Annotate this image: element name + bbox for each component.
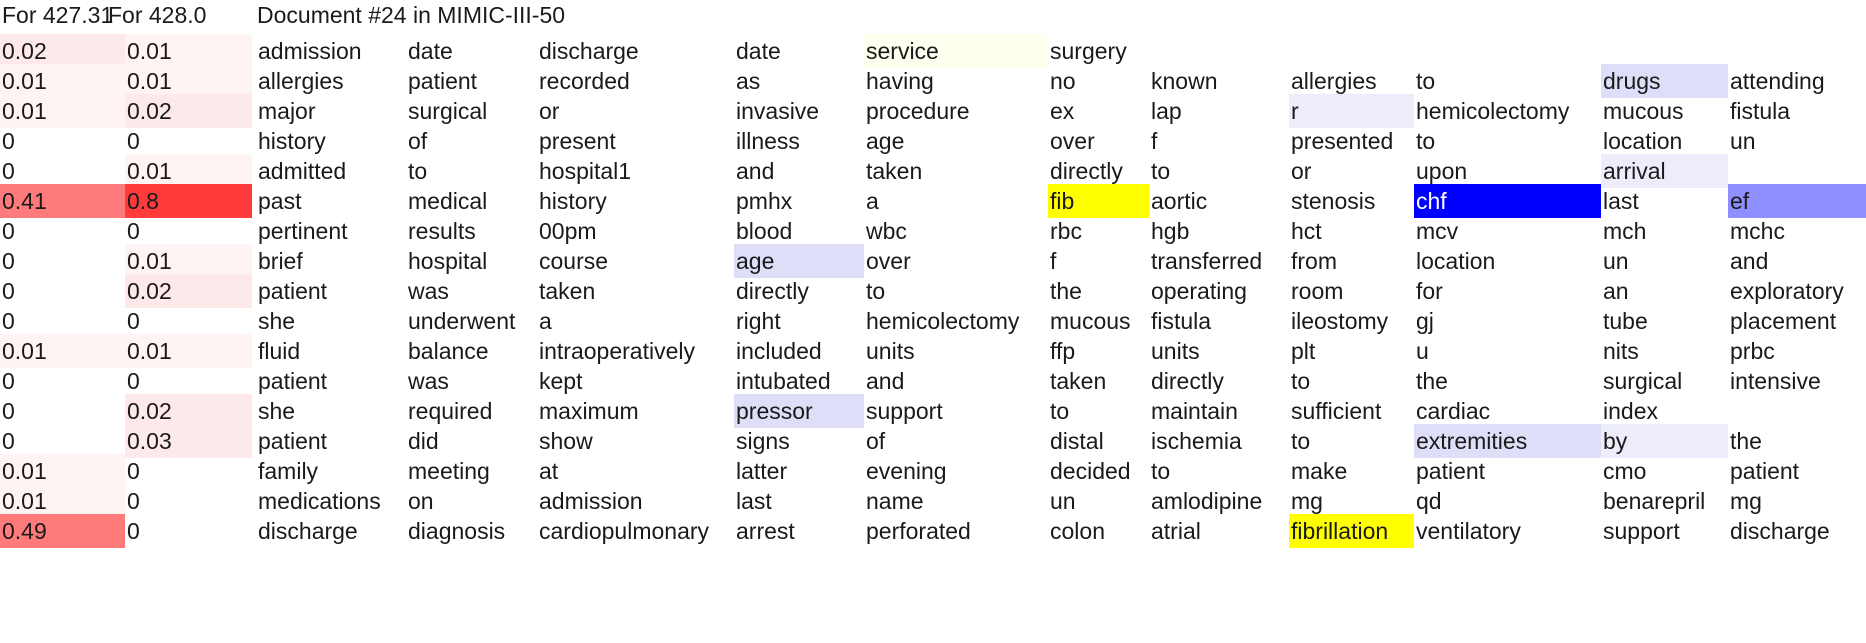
score-428-0: 0 bbox=[127, 368, 140, 394]
token-cell: aortic bbox=[1151, 188, 1208, 214]
token-cell: over bbox=[1050, 128, 1095, 154]
token-cell bbox=[1728, 34, 1866, 68]
token-cell: name bbox=[866, 488, 924, 514]
token-cell: benarepril bbox=[1603, 488, 1706, 514]
token-cell: intensive bbox=[1730, 368, 1821, 394]
token-cell: to bbox=[408, 158, 428, 184]
token-cell: colon bbox=[1050, 518, 1105, 544]
token-cell: of bbox=[408, 128, 428, 154]
token-cell: extremities bbox=[1414, 424, 1601, 458]
score-428-0: 0 bbox=[127, 308, 140, 334]
token-cell: mch bbox=[1603, 218, 1647, 244]
token-cell: history bbox=[258, 128, 326, 154]
token-cell: latter bbox=[736, 458, 788, 484]
token-cell: ef bbox=[1728, 184, 1866, 218]
token-cell: discharge bbox=[258, 518, 358, 544]
token-cell: signs bbox=[736, 428, 790, 454]
token-cell: fibrillation bbox=[1289, 514, 1414, 548]
token-cell: mucous bbox=[1050, 308, 1131, 334]
token-cell: r bbox=[1289, 94, 1414, 128]
token-cell: was bbox=[408, 368, 449, 394]
table-row bbox=[0, 64, 1866, 98]
token-cell: on bbox=[408, 488, 434, 514]
table-row bbox=[0, 304, 1866, 338]
token-cell: un bbox=[1050, 488, 1076, 514]
token-cell: family bbox=[258, 458, 319, 484]
table-row bbox=[0, 154, 1866, 188]
table-row bbox=[0, 34, 1866, 68]
token-cell: was bbox=[408, 278, 449, 304]
token-cell: mg bbox=[1291, 488, 1323, 514]
token-cell: sufficient bbox=[1291, 398, 1382, 424]
token-cell: brief bbox=[258, 248, 303, 274]
document-title: Document #24 in MIMIC-III-50 bbox=[257, 2, 566, 28]
token-cell: fluid bbox=[258, 338, 301, 364]
token-cell: she bbox=[258, 398, 296, 424]
token-cell: ischemia bbox=[1151, 428, 1242, 454]
token-cell: patient bbox=[1416, 458, 1486, 484]
token-cell: u bbox=[1416, 338, 1429, 364]
token-cell: taken bbox=[866, 158, 923, 184]
token-cell: a bbox=[866, 188, 879, 214]
score-427-31: 0 bbox=[2, 398, 15, 424]
token-cell: drugs bbox=[1601, 64, 1728, 98]
token-cell: having bbox=[866, 68, 934, 94]
token-cell: patient bbox=[408, 68, 478, 94]
token-cell: nits bbox=[1603, 338, 1639, 364]
token-cell: by bbox=[1601, 424, 1728, 458]
score-427-31: 0.01 bbox=[0, 94, 125, 128]
token-cell: mucous bbox=[1603, 98, 1684, 124]
token-cell: to bbox=[1291, 428, 1311, 454]
token-cell: to bbox=[1416, 128, 1436, 154]
table-row bbox=[0, 94, 1866, 128]
token-cell: results bbox=[408, 218, 476, 244]
table-row bbox=[0, 334, 1866, 368]
token-cell: pmhx bbox=[736, 188, 793, 214]
table-row bbox=[0, 424, 1866, 458]
token-cell: distal bbox=[1050, 428, 1104, 454]
token-cell: last bbox=[1603, 188, 1639, 214]
token-cell: included bbox=[736, 338, 822, 364]
score-427-31: 0.01 bbox=[0, 484, 125, 518]
token-cell: decided bbox=[1050, 458, 1131, 484]
token-cell: the bbox=[1416, 368, 1448, 394]
token-cell: ileostomy bbox=[1291, 308, 1389, 334]
table-row bbox=[0, 514, 1866, 548]
token-cell: maintain bbox=[1151, 398, 1238, 424]
score-427-31: 0 bbox=[2, 278, 15, 304]
table-row bbox=[0, 454, 1866, 488]
score-427-31: 0.01 bbox=[0, 334, 125, 368]
token-cell bbox=[1149, 34, 1289, 68]
token-cell: evening bbox=[866, 458, 947, 484]
score-428-0: 0.8 bbox=[125, 184, 252, 218]
token-cell bbox=[1728, 154, 1866, 188]
token-cell: intubated bbox=[736, 368, 831, 394]
token-cell: arrest bbox=[736, 518, 795, 544]
token-cell: course bbox=[539, 248, 609, 274]
token-cell: at bbox=[539, 458, 559, 484]
table-row bbox=[0, 214, 1866, 248]
token-cell: as bbox=[736, 68, 761, 94]
token-cell: a bbox=[539, 308, 552, 334]
token-cell: chf bbox=[1414, 184, 1601, 218]
token-cell: right bbox=[736, 308, 781, 334]
token-cell: to bbox=[1151, 158, 1171, 184]
token-cell: required bbox=[408, 398, 493, 424]
score-428-0: 0.03 bbox=[125, 424, 252, 458]
token-cell: service bbox=[864, 34, 1048, 68]
token-cell: prbc bbox=[1730, 338, 1775, 364]
token-cell: over bbox=[866, 248, 911, 274]
header-code-428-0: For 428.0 bbox=[108, 2, 207, 28]
table-row bbox=[0, 484, 1866, 518]
token-cell: meeting bbox=[408, 458, 490, 484]
token-cell: taken bbox=[1050, 368, 1107, 394]
token-cell: admission bbox=[539, 488, 643, 514]
token-cell: amlodipine bbox=[1151, 488, 1263, 514]
token-cell: atrial bbox=[1151, 518, 1201, 544]
score-427-31: 0 bbox=[2, 248, 15, 274]
token-cell: un bbox=[1730, 128, 1756, 154]
token-cell: patient bbox=[258, 278, 328, 304]
score-428-0: 0 bbox=[127, 128, 140, 154]
token-cell: presented bbox=[1291, 128, 1394, 154]
token-cell: ex bbox=[1050, 98, 1075, 124]
token-cell: maximum bbox=[539, 398, 639, 424]
token-cell: gj bbox=[1416, 308, 1434, 334]
token-cell: history bbox=[539, 188, 607, 214]
token-cell: qd bbox=[1416, 488, 1442, 514]
score-428-0: 0.02 bbox=[125, 274, 252, 308]
token-cell: medications bbox=[258, 488, 381, 514]
token-cell: location bbox=[1603, 128, 1683, 154]
token-cell: or bbox=[1291, 158, 1312, 184]
table-row bbox=[0, 274, 1866, 308]
score-427-31: 0 bbox=[2, 428, 15, 454]
token-cell: pertinent bbox=[258, 218, 348, 244]
score-427-31: 0.01 bbox=[0, 64, 125, 98]
score-428-0: 0 bbox=[127, 218, 140, 244]
token-cell: invasive bbox=[736, 98, 820, 124]
token-cell: plt bbox=[1291, 338, 1316, 364]
token-cell: and bbox=[866, 368, 905, 394]
token-cell: operating bbox=[1151, 278, 1247, 304]
token-cell: date bbox=[408, 38, 453, 64]
table-row bbox=[0, 124, 1866, 158]
table-row bbox=[0, 364, 1866, 398]
token-cell: directly bbox=[1151, 368, 1224, 394]
token-cell: and bbox=[1730, 248, 1769, 274]
token-cell: medical bbox=[408, 188, 488, 214]
token-cell bbox=[1289, 34, 1414, 68]
token-cell: admission bbox=[258, 38, 362, 64]
token-cell bbox=[1601, 34, 1728, 68]
token-cell: she bbox=[258, 308, 296, 334]
token-cell: index bbox=[1603, 398, 1658, 424]
token-cell: past bbox=[258, 188, 302, 214]
token-cell: directly bbox=[736, 278, 809, 304]
score-428-0: 0.01 bbox=[125, 34, 252, 68]
token-cell: hospital1 bbox=[539, 158, 632, 184]
token-cell: an bbox=[1603, 278, 1629, 304]
score-427-31: 0.01 bbox=[0, 454, 125, 488]
score-428-0: 0 bbox=[127, 488, 140, 514]
token-cell: placement bbox=[1730, 308, 1837, 334]
token-cell: support bbox=[1603, 518, 1680, 544]
score-427-31: 0.02 bbox=[0, 34, 125, 68]
token-cell: major bbox=[258, 98, 316, 124]
token-cell: patient bbox=[258, 368, 328, 394]
token-cell: attending bbox=[1730, 68, 1825, 94]
token-cell: exploratory bbox=[1730, 278, 1844, 304]
token-cell: to bbox=[1291, 368, 1311, 394]
token-cell: arrival bbox=[1601, 154, 1728, 188]
token-cell: upon bbox=[1416, 158, 1468, 184]
token-cell: age bbox=[734, 244, 864, 278]
token-cell: allergies bbox=[258, 68, 344, 94]
token-cell: ventilatory bbox=[1416, 518, 1521, 544]
token-cell: fib bbox=[1048, 184, 1149, 218]
header-code-427-31: For 427.31 bbox=[2, 2, 114, 28]
token-cell: allergies bbox=[1291, 68, 1377, 94]
table-row bbox=[0, 394, 1866, 428]
score-427-31: 0.41 bbox=[0, 184, 125, 218]
token-cell bbox=[1414, 34, 1601, 68]
score-428-0: 0.01 bbox=[125, 244, 252, 278]
token-cell: to bbox=[1416, 68, 1436, 94]
token-cell: no bbox=[1050, 68, 1076, 94]
token-cell: hemicolectomy bbox=[1416, 98, 1570, 124]
token-cell: units bbox=[866, 338, 915, 364]
score-428-0: 0.02 bbox=[125, 94, 252, 128]
token-cell: did bbox=[408, 428, 439, 454]
token-cell: cmo bbox=[1603, 458, 1647, 484]
token-cell: surgical bbox=[408, 98, 488, 124]
token-cell: cardiopulmonary bbox=[539, 518, 710, 544]
token-cell: un bbox=[1603, 248, 1629, 274]
token-cell: the bbox=[1050, 278, 1082, 304]
token-cell: directly bbox=[1050, 158, 1123, 184]
token-cell: cardiac bbox=[1416, 398, 1491, 424]
token-cell: recorded bbox=[539, 68, 630, 94]
score-428-0: 0 bbox=[127, 518, 140, 544]
token-cell: intraoperatively bbox=[539, 338, 695, 364]
token-cell: to bbox=[866, 278, 886, 304]
token-cell bbox=[1728, 394, 1866, 428]
token-cell: surgical bbox=[1603, 368, 1683, 394]
token-cell: fistula bbox=[1730, 98, 1791, 124]
token-cell: wbc bbox=[866, 218, 907, 244]
token-cell: or bbox=[539, 98, 560, 124]
score-427-31: 0 bbox=[2, 128, 15, 154]
token-cell: to bbox=[1050, 398, 1070, 424]
score-427-31: 0 bbox=[2, 368, 15, 394]
token-cell: discharge bbox=[1730, 518, 1830, 544]
token-cell: patient bbox=[1730, 458, 1800, 484]
score-428-0: 0.01 bbox=[125, 334, 252, 368]
token-cell: mchc bbox=[1730, 218, 1785, 244]
token-cell: lap bbox=[1151, 98, 1182, 124]
token-cell: surgery bbox=[1050, 38, 1127, 64]
score-427-31: 0.49 bbox=[0, 514, 125, 548]
score-428-0: 0.02 bbox=[125, 394, 252, 428]
token-cell: kept bbox=[539, 368, 583, 394]
token-cell: mcv bbox=[1416, 218, 1459, 244]
score-428-0: 0.01 bbox=[125, 154, 252, 188]
token-cell: pressor bbox=[734, 394, 864, 428]
token-cell: of bbox=[866, 428, 886, 454]
score-427-31: 0 bbox=[2, 308, 15, 334]
token-cell: hospital bbox=[408, 248, 488, 274]
token-cell: known bbox=[1151, 68, 1218, 94]
token-cell: hgb bbox=[1151, 218, 1190, 244]
token-cell: underwent bbox=[408, 308, 516, 334]
token-cell: room bbox=[1291, 278, 1344, 304]
token-cell: date bbox=[736, 38, 781, 64]
token-cell: balance bbox=[408, 338, 489, 364]
token-cell: perforated bbox=[866, 518, 971, 544]
token-cell: stenosis bbox=[1291, 188, 1376, 214]
token-cell: present bbox=[539, 128, 616, 154]
table-row bbox=[0, 184, 1866, 218]
token-cell: from bbox=[1291, 248, 1337, 274]
token-cell: fistula bbox=[1151, 308, 1212, 334]
token-cell: to bbox=[1151, 458, 1171, 484]
token-cell: and bbox=[736, 158, 775, 184]
token-cell: ffp bbox=[1050, 338, 1076, 364]
token-cell: hct bbox=[1291, 218, 1322, 244]
token-cell: f bbox=[1151, 128, 1158, 154]
score-428-0: 0.01 bbox=[125, 64, 252, 98]
token-cell: last bbox=[736, 488, 772, 514]
token-cell: mg bbox=[1730, 488, 1762, 514]
token-cell: admitted bbox=[258, 158, 347, 184]
token-cell: transferred bbox=[1151, 248, 1263, 274]
token-cell: tube bbox=[1603, 308, 1648, 334]
token-cell: procedure bbox=[866, 98, 970, 124]
token-cell: f bbox=[1050, 248, 1057, 274]
token-cell: hemicolectomy bbox=[866, 308, 1020, 334]
token-cell: for bbox=[1416, 278, 1443, 304]
token-cell: support bbox=[866, 398, 943, 424]
table-row bbox=[0, 244, 1866, 278]
token-cell: the bbox=[1730, 428, 1762, 454]
token-cell: make bbox=[1291, 458, 1348, 484]
token-cell: rbc bbox=[1050, 218, 1082, 244]
token-cell: discharge bbox=[539, 38, 639, 64]
token-cell: show bbox=[539, 428, 593, 454]
token-cell: diagnosis bbox=[408, 518, 506, 544]
token-cell: units bbox=[1151, 338, 1200, 364]
token-cell: age bbox=[866, 128, 905, 154]
token-cell: blood bbox=[736, 218, 793, 244]
score-428-0: 0 bbox=[127, 458, 140, 484]
token-cell: 00pm bbox=[539, 218, 597, 244]
token-cell: taken bbox=[539, 278, 596, 304]
token-cell: location bbox=[1416, 248, 1496, 274]
token-cell: patient bbox=[258, 428, 328, 454]
score-427-31: 0 bbox=[2, 158, 15, 184]
score-427-31: 0 bbox=[2, 218, 15, 244]
token-cell: illness bbox=[736, 128, 800, 154]
